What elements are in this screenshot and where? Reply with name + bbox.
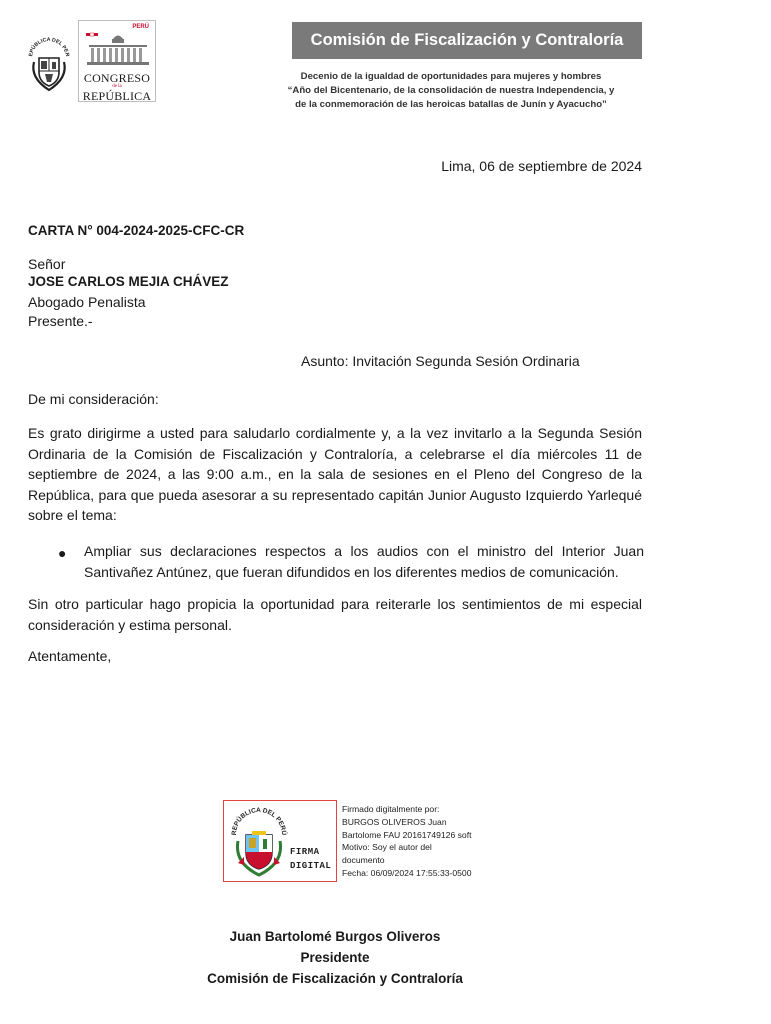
signature-info-line: Motivo: Soy el autor del xyxy=(342,842,432,853)
peru-coat-of-arms-icon xyxy=(228,805,290,879)
congress-building-icon xyxy=(85,31,151,69)
presente-text: Presente.- xyxy=(28,313,93,329)
bullet-icon: ● xyxy=(58,545,67,561)
signature-info-line: Fecha: 06/09/2024 17:55:33-0500 xyxy=(342,867,472,878)
logo-de-la-text: de la xyxy=(112,84,122,89)
letter-greeting: De mi consideración: xyxy=(28,391,159,407)
signer-organization: Comisión de Fiscalización y Contraloría xyxy=(207,971,463,986)
letter-bullet-item: Ampliar sus declaraciones respectos a los audios con el ministro del Interior Juan Santivañez Antúnez, que fueran difundidos en los diferentes medios de comunicación. xyxy=(84,543,644,580)
digital-signature-details xyxy=(342,803,512,880)
logo-peru-text: PERÚ xyxy=(132,24,149,30)
letter-date: Lima, 06 de septiembre de 2024 xyxy=(441,158,642,174)
commission-title-banner: Comisión de Fiscalización y Contraloría xyxy=(292,22,642,59)
firma-text: FIRMA xyxy=(290,847,320,857)
letter-subject: Asunto: Invitación Segunda Sesión Ordinaria xyxy=(301,353,580,369)
signer-role: Presidente xyxy=(300,950,370,965)
firma-digital-label xyxy=(290,845,331,873)
digital-signature-stamp xyxy=(223,800,337,882)
signature-info-line: Bartolome FAU 20161749126 soft xyxy=(342,829,472,840)
letter-closing-paragraph: Sin otro particular hago propicia la oportunidad para reiterarle los sentimientos de mi especial consideración y estima personal. xyxy=(28,596,642,633)
signature-info-line: documento xyxy=(342,855,385,866)
digital-text: DIGITAL xyxy=(290,861,332,871)
svg-text:REPÚBLICA DEL PERÚ: REPÚBLICA DEL PERÚ xyxy=(230,806,288,836)
decenio-header-text xyxy=(262,70,640,112)
logo-congreso-text: CONGRESO xyxy=(83,71,151,85)
svg-text:REPÚBLICA DEL PERÚ: EPÚBLICA DEL PER xyxy=(28,36,70,58)
salutation: Señor xyxy=(28,256,66,272)
recipient-name: JOSE CARLOS MEJIA CHÁVEZ xyxy=(28,274,229,289)
decenio-line: “Año del Bicentenario, de la consolidación de nuestra Independencia, y xyxy=(287,85,615,96)
logo-republica-text: REPÚBLICA xyxy=(82,89,152,103)
letter-body-paragraph: Es grato dirigirme a usted para saludarlo cordialmente y, a la vez invitarlo a la Segunda Sesión Ordinaria de la Comisión de Fiscalización y Contraloría, a celebrarse el día miércoles 11 de septiembre de 2024, a las 9:00 a.m., en la sala de sesiones en el Pleno del Congreso de la República, para que pueda asesorar a su representado capitán Junior Augusto Izquierdo Yarlequé sobre el tema: xyxy=(28,425,642,523)
signature-info-line: BURGOS OLIVEROS Juan xyxy=(342,816,447,827)
signer-name: Juan Bartolomé Burgos Oliveros xyxy=(229,929,441,944)
congreso-republica-logo xyxy=(78,20,156,102)
decenio-line: Decenio de la igualdad de oportunidades para mujeres y hombres xyxy=(300,71,602,82)
letter-reference-number: CARTA N° 004-2024-2025-CFC-CR xyxy=(28,223,245,238)
letter-closing: Atentamente, xyxy=(28,648,112,664)
recipient-title: Abogado Penalista xyxy=(28,294,146,310)
signer-block xyxy=(170,926,500,989)
peru-coat-of-arms-logo xyxy=(26,34,72,94)
signature-info-line: Firmado digitalmente por: xyxy=(342,804,440,814)
decenio-line: de la conmemoración de las heroicas batallas de Junín y Ayacucho” xyxy=(295,99,607,110)
